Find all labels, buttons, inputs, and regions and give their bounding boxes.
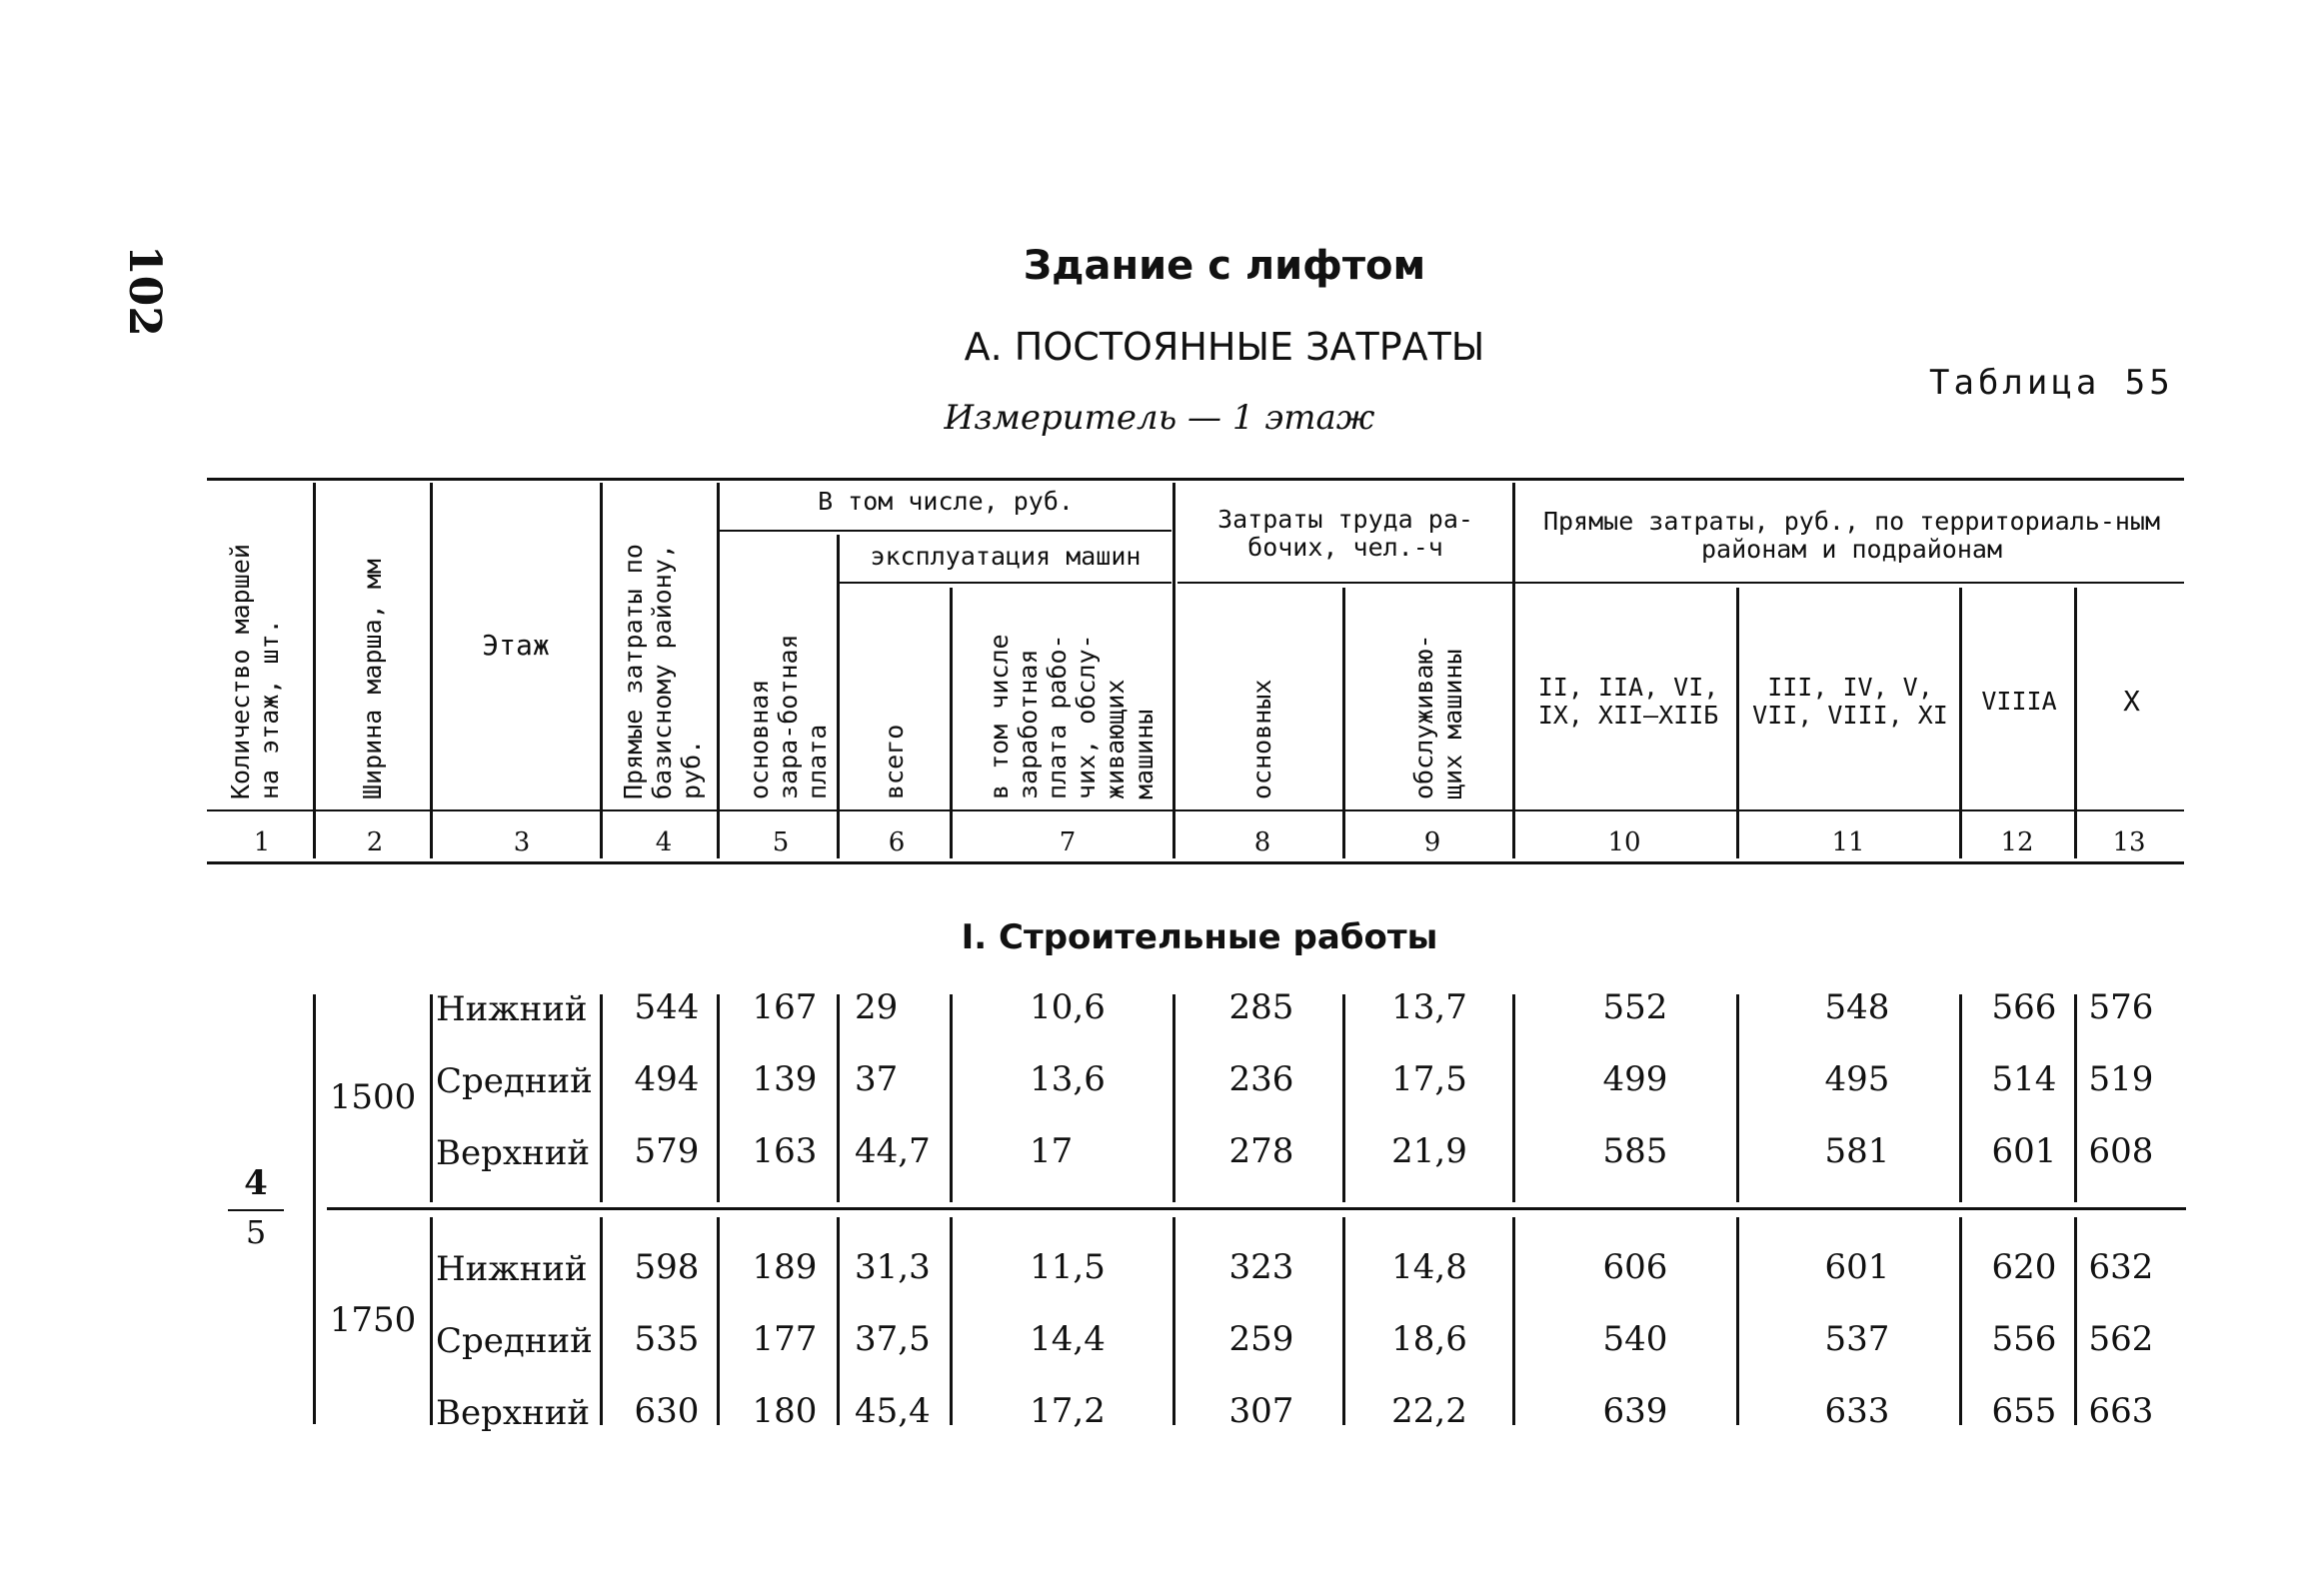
column-numbers-rule — [207, 861, 2184, 864]
value-cell: 598 — [634, 1247, 700, 1287]
column-number: 5 — [772, 827, 790, 857]
value-cell: 37,5 — [855, 1319, 931, 1359]
column-number: 10 — [1607, 827, 1641, 857]
value-cell: 585 — [1602, 1131, 1668, 1171]
value-cell: 601 — [1824, 1247, 1890, 1287]
header-group-regions: Прямые затраты, руб., по территориаль-ным районам и подрайонам — [1542, 507, 2161, 564]
value-cell: 22,2 — [1391, 1391, 1467, 1431]
value-cell: 180 — [752, 1391, 818, 1431]
value-cell: 632 — [2088, 1247, 2154, 1287]
column-number: 8 — [1253, 827, 1271, 857]
value-cell: 18,6 — [1391, 1319, 1467, 1359]
value-cell: 552 — [1602, 987, 1668, 1027]
group-regions-rule — [1515, 582, 2184, 584]
measure-unit: Измеритель — 1 этаж — [944, 398, 1375, 438]
header-group-machines: эксплуатация машин — [870, 542, 1142, 571]
value-cell: 581 — [1824, 1131, 1890, 1171]
value-cell: 236 — [1228, 1059, 1294, 1099]
value-cell: 167 — [752, 987, 818, 1027]
floor-cell: Средний — [436, 1061, 593, 1101]
value-cell: 21,9 — [1391, 1131, 1467, 1171]
value-cell: 630 — [634, 1391, 700, 1431]
header-region-10: II, IIA, VI, IX, XII—XIIБ — [1537, 673, 1719, 730]
value-cell: 562 — [2088, 1319, 2154, 1359]
value-cell: 14,4 — [1030, 1319, 1106, 1359]
count-denominator: 5 — [245, 1213, 267, 1251]
value-cell: 189 — [752, 1247, 818, 1287]
value-cell: 163 — [752, 1131, 818, 1171]
header-march-width: Ширина марша, мм — [358, 559, 387, 799]
header-machines-total: всего — [880, 724, 909, 799]
value-cell: 606 — [1602, 1247, 1668, 1287]
value-cell: 259 — [1228, 1319, 1294, 1359]
page-subtitle: А. ПОСТОЯННЫЕ ЗАТРАТЫ — [964, 325, 1485, 369]
value-cell: 633 — [1824, 1391, 1890, 1431]
value-cell: 17,5 — [1391, 1059, 1467, 1099]
value-cell: 29 — [855, 987, 899, 1027]
page-title: Здание с лифтом — [1023, 243, 1426, 289]
march-width-1500: 1500 — [329, 1077, 417, 1117]
floor-cell: Верхний — [436, 1393, 591, 1433]
header-marches-count: Количество маршей на этаж, шт. — [226, 544, 284, 799]
value-cell: 519 — [2088, 1059, 2154, 1099]
value-cell: 537 — [1824, 1319, 1890, 1359]
value-cell: 499 — [1602, 1059, 1668, 1099]
value-cell: 663 — [2088, 1391, 2154, 1431]
header-floor: Этаж — [482, 629, 550, 662]
value-cell: 17 — [1030, 1131, 1074, 1171]
value-cell: 620 — [1991, 1247, 2057, 1287]
header-group-incl: В том числе, руб. — [818, 487, 1074, 516]
value-cell: 13,6 — [1030, 1059, 1106, 1099]
value-cell: 177 — [752, 1319, 818, 1359]
floor-cell: Средний — [436, 1321, 593, 1361]
value-cell: 139 — [752, 1059, 818, 1099]
value-cell: 494 — [634, 1059, 700, 1099]
header-group-labor: Затраты труда ра-бочих, чел.-ч — [1217, 505, 1473, 562]
group-incl-rule — [720, 530, 1171, 532]
column-number: 13 — [2112, 827, 2146, 857]
header-top-rule — [207, 478, 2184, 481]
header-labor-machines: обслуживаю-щих машины — [1409, 634, 1467, 799]
floor-cell: Верхний — [436, 1133, 591, 1173]
header-region-12: VIIIA — [1981, 687, 2057, 716]
value-cell: 514 — [1991, 1059, 2057, 1099]
table-label: Таблица 55 — [1929, 363, 2174, 403]
section-title: I. Строительные работы — [961, 917, 1438, 957]
value-cell: 495 — [1824, 1059, 1890, 1099]
value-cell: 13,7 — [1391, 987, 1467, 1027]
value-cell: 17,2 — [1030, 1391, 1106, 1431]
floor-cell: Нижний — [436, 1249, 588, 1289]
header-bottom-rule — [207, 809, 2184, 811]
value-cell: 45,4 — [855, 1391, 931, 1431]
header-region-13: X — [2123, 685, 2140, 718]
value-cell: 31,3 — [855, 1247, 931, 1287]
march-width-1750: 1750 — [329, 1300, 417, 1340]
value-cell: 307 — [1228, 1391, 1294, 1431]
value-cell: 556 — [1991, 1319, 2057, 1359]
column-number: 2 — [366, 827, 384, 857]
value-cell: 535 — [634, 1319, 700, 1359]
column-number: 3 — [513, 827, 531, 857]
value-cell: 655 — [1991, 1391, 2057, 1431]
group-machines-rule — [840, 582, 1171, 584]
column-number: 1 — [253, 827, 271, 857]
value-cell: 576 — [2088, 987, 2154, 1027]
value-cell: 566 — [1991, 987, 2057, 1027]
value-cell: 44,7 — [855, 1131, 931, 1171]
count-numerator: 4 — [244, 1163, 268, 1203]
header-direct-costs-base: Прямые затраты по базисному району, руб. — [619, 544, 706, 799]
value-cell: 579 — [634, 1131, 700, 1171]
value-cell: 540 — [1602, 1319, 1668, 1359]
value-cell: 14,8 — [1391, 1247, 1467, 1287]
header-base-wage: основная зара-ботная плата — [745, 634, 832, 799]
header-region-11: III, IV, V, VII, VIII, XI — [1752, 673, 1948, 730]
value-cell: 11,5 — [1030, 1247, 1106, 1287]
value-cell: 544 — [634, 987, 700, 1027]
value-cell: 10,6 — [1030, 987, 1106, 1027]
group-labor-rule — [1177, 582, 1513, 584]
column-number: 4 — [655, 827, 673, 857]
value-cell: 285 — [1228, 987, 1294, 1027]
value-cell: 608 — [2088, 1131, 2154, 1171]
header-labor-main: основных — [1247, 679, 1276, 799]
floor-cell: Нижний — [436, 989, 588, 1029]
column-number: 12 — [2000, 827, 2034, 857]
value-cell: 548 — [1824, 987, 1890, 1027]
value-cell: 37 — [855, 1059, 899, 1099]
value-cell: 639 — [1602, 1391, 1668, 1431]
value-cell: 323 — [1228, 1247, 1294, 1287]
value-cell: 601 — [1991, 1131, 2057, 1171]
page-number: 102 — [119, 245, 170, 337]
column-number: 6 — [888, 827, 906, 857]
column-number: 9 — [1423, 827, 1441, 857]
count-fraction-bar — [228, 1209, 284, 1211]
column-number: 11 — [1831, 827, 1865, 857]
column-number: 7 — [1059, 827, 1077, 857]
group-separator-rule — [327, 1207, 2186, 1210]
header-machines-wage: в том числе заработная плата рабо-чих, обслу-живающих машины — [985, 634, 1159, 799]
value-cell: 278 — [1228, 1131, 1294, 1171]
